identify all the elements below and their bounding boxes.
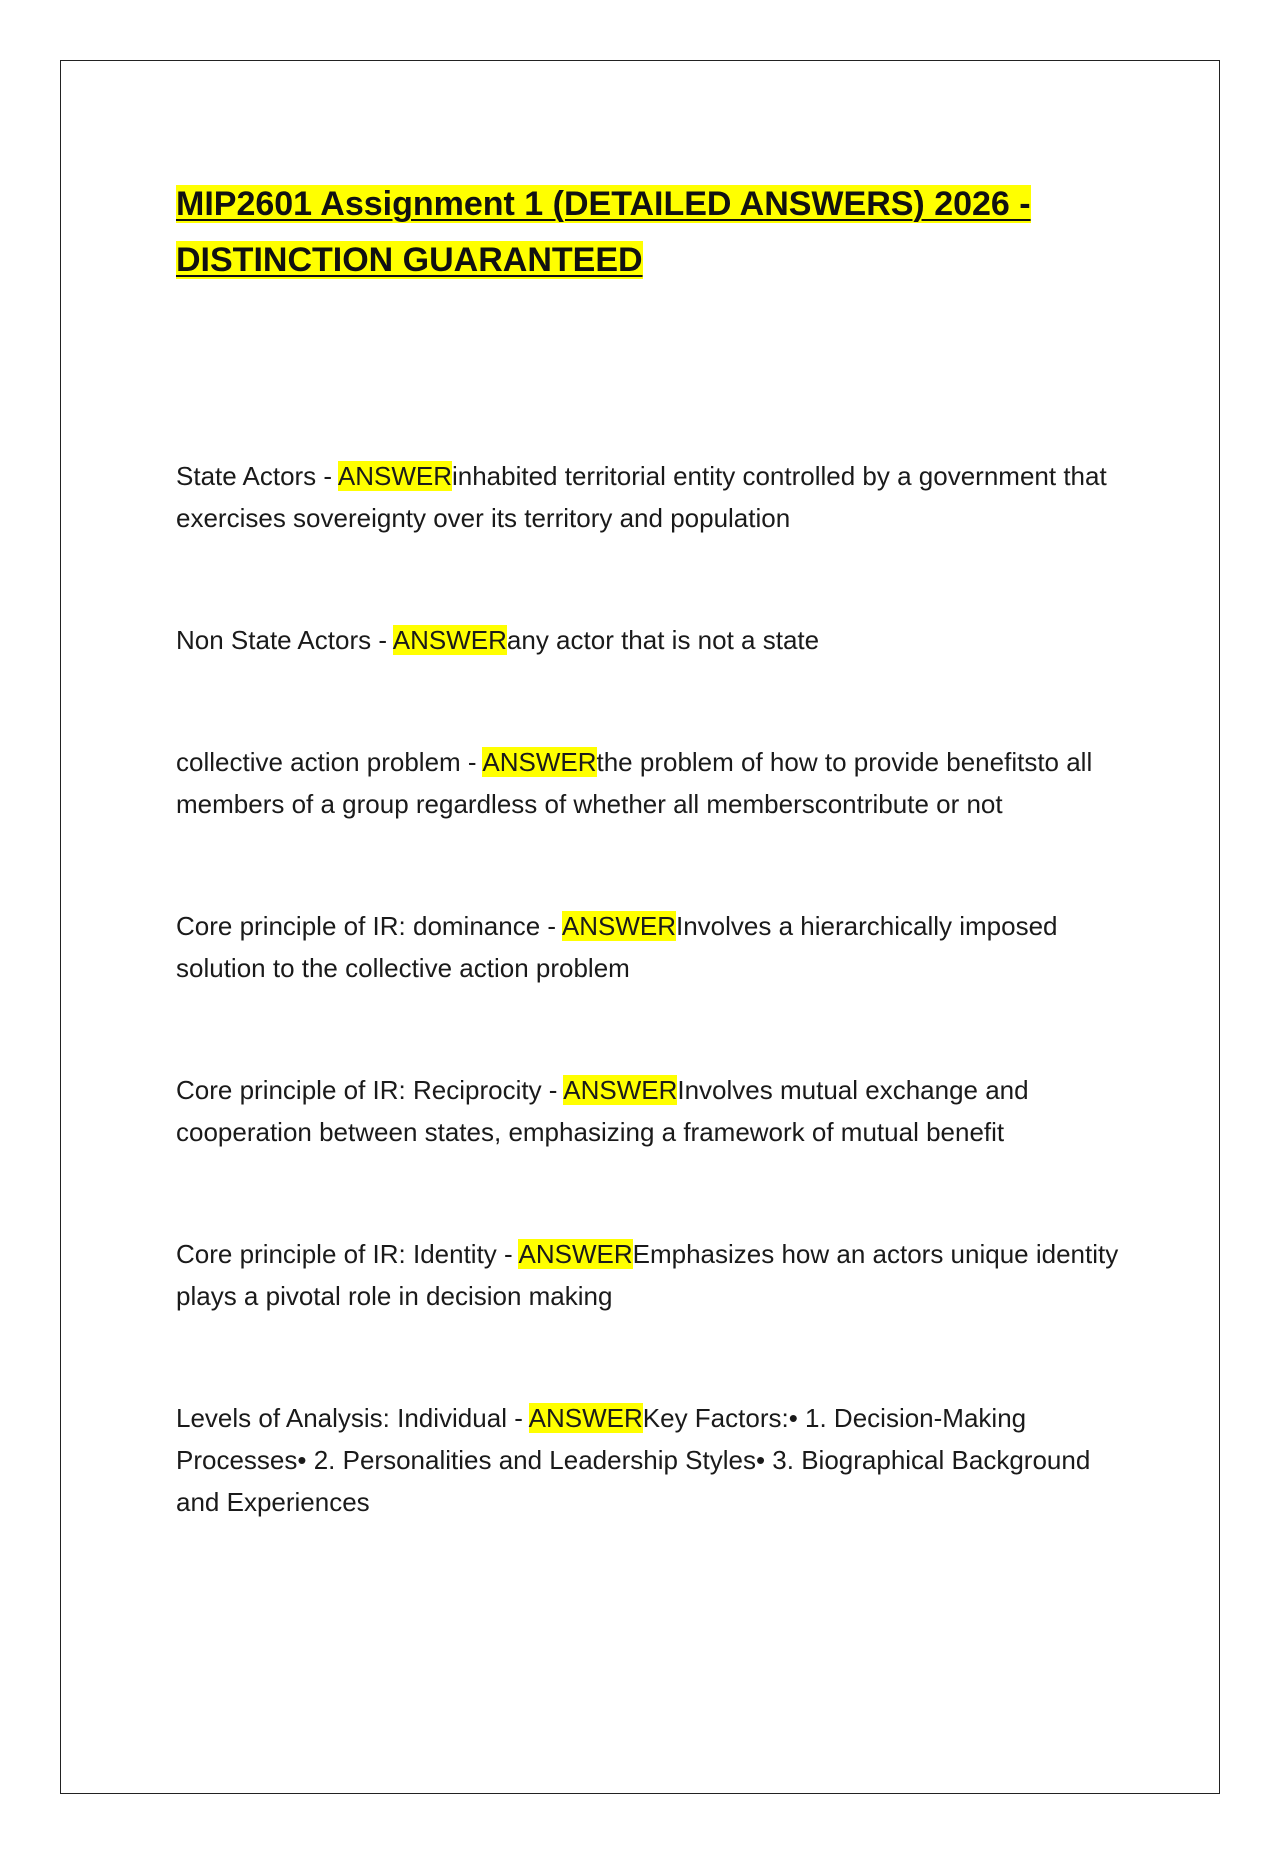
entry-definition: Key Factors:• 1. Decision-Making Processes• 2. Personalities and Leadership Styles• 3. Biographical Background and Experiences: [176, 1403, 1091, 1517]
entry-list: [176, 455, 1126, 1603]
entry-definition: Involves a hierarchically imposed solution to the collective action problem: [176, 911, 1058, 983]
document-title-text: MIP2601 Assignment 1 (DETAILED ANSWERS) 2026 - DISTINCTION GUARANTEED: [176, 185, 1031, 279]
entry-definition: inhabited territorial entity controlled by a government that exercises sovereignty over its territory and population: [176, 461, 1107, 533]
entry-term: Core principle of IR: dominance -: [176, 911, 562, 941]
answer-marker: ANSWER: [392, 625, 507, 655]
entry-definition: the problem of how to provide benefitsto all members of a group regardless of whether all memberscontribute or not: [176, 747, 1093, 819]
answer-marker: ANSWER: [482, 747, 597, 777]
answer-marker: ANSWER: [518, 1239, 633, 1269]
entry-core-principle-dominance: [176, 905, 1126, 989]
entry-definition: Emphasizes how an actors unique identity plays a pivotal role in decision making: [176, 1239, 1119, 1311]
entry-term: collective action problem -: [176, 747, 483, 777]
answer-marker: ANSWER: [337, 461, 452, 491]
entry-core-principle-reciprocity: [176, 1069, 1126, 1153]
entry-core-principle-identity: [176, 1233, 1126, 1317]
entry-non-state-actors: [176, 619, 1126, 661]
entry-term: Non State Actors -: [176, 625, 393, 655]
entry-term: Core principle of IR: Identity -: [176, 1239, 519, 1269]
document-title: [176, 176, 1076, 288]
answer-marker: ANSWER: [563, 1075, 678, 1105]
answer-marker: ANSWER: [561, 911, 676, 941]
entry-definition: Involves mutual exchange and cooperation between states, emphasizing a framework of mutual benefit: [176, 1075, 1029, 1147]
entry-term: State Actors -: [176, 461, 338, 491]
entry-definition: any actor that is not a state: [506, 625, 820, 655]
entry-state-actors: [176, 455, 1126, 539]
entry-term: Core principle of IR: Reciprocity -: [176, 1075, 564, 1105]
entry-term: Levels of Analysis: Individual -: [176, 1403, 529, 1433]
answer-marker: ANSWER: [528, 1403, 643, 1433]
entry-levels-of-analysis-individual: [176, 1397, 1126, 1523]
entry-collective-action-problem: [176, 741, 1126, 825]
